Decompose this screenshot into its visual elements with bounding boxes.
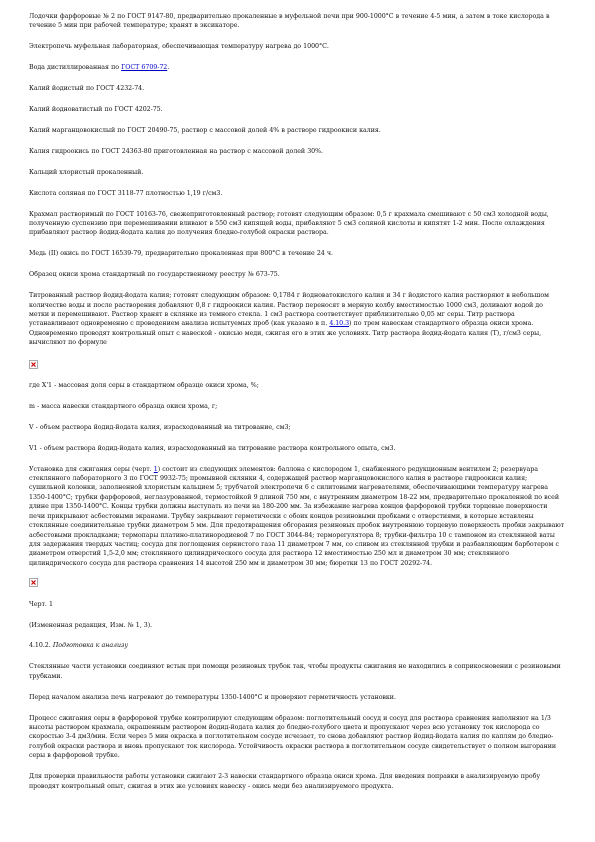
paragraph-where-v: V - объем раствора йодид-йодата калия, израсходованный на титрование, см3; xyxy=(29,423,291,431)
paragraph-distilled-water xyxy=(29,63,565,72)
drawing-1-link[interactable]: 1 xyxy=(153,465,158,473)
broken-image-icon xyxy=(29,360,38,369)
paragraph-potassium-permanganate: Калий марганцовокислый по ГОСТ 20490-75, раствор с массовой долей 4% в растворе гидроокиси калия. xyxy=(29,126,381,134)
document-page xyxy=(29,12,565,791)
paragraph-hydrochloric-acid: Кислота соляная по ГОСТ 3118-77 плотностью 1,19 г/см3. xyxy=(29,189,223,197)
paragraph-amendment-note: (Измененная редакция, Изм. № 1, 3). xyxy=(29,621,153,629)
figure-image-container xyxy=(29,578,565,588)
paragraph-copper-oxide: Медь (II) окись по ГОСТ 16539-79, предварительно прокаленная при 800°С в течение 24 ч. xyxy=(29,250,333,258)
text-segment: ) по трем навескам стандартного образца окиси хрома. Одновременно проводят контрольный опыт с навеской - окисью меди, сжигая его в этих же условиях. Титр раствора йодид-йодата калия (Т), г/см3 серы, вычисляют по формуле xyxy=(29,320,542,347)
red-x-glyph xyxy=(31,580,36,585)
text-segment: . xyxy=(167,64,170,72)
formula-image-container xyxy=(29,360,565,370)
paragraph-potassium-iodate: Калий йодноватистый по ГОСТ 4202-75. xyxy=(29,106,163,114)
text-segment: Вода дистиллированная по xyxy=(29,64,122,72)
paragraph-chromium-oxide-standard: Образец окиси хрома стандартный по государственному реестру № 673-75. xyxy=(29,271,280,279)
paragraph-combustion-control: Процесс сжигания серы в фарфоровой трубке контролируют следующим образом: поглотительный сосуд и сосуд для раствора сравнения наполняют на 1/3 высоты раствором крахмала, окрашенным раствором йодид-йодата калия до бледно-голубого цвета и пропускают через всю установку ток кислорода со скоростью 3-4 дм3/мин. Если через 5 мин окраска в поглотительном сосуде исчезает, то снова добавляют раствор йодид-йодата калия по каплям до бледно-голубой окраски раствора и вновь пропускают ток кислорода. Устойчивость окраски раствора в поглотительном сосуде свидетельствует о полном выгорании серы в фарфоровой трубке. xyxy=(29,714,557,760)
paragraph-starch: Крахмал растворимый по ГОСТ 10163-76, свежеприготовленный раствор; готовят следующим образом: 0,5 г крахмала смешивают с 50 см3 холодной воды, полученную суспензию при перемешивании вливают в 550 см3 кипящей воды, прибавляют 5 см3 соляной кислоты и кипятят 1-2 мин. После охлаждения прибавляют раствор йодид-йодата калия до получения бледно-голубой окраски раствора. xyxy=(29,210,549,237)
paragraph-furnace-heating: Перед началом анализа печь нагревают до температуры 1350-1400°С и проверяют герметичность установки. xyxy=(29,693,396,701)
paragraph-where-v1: V1 - объем раствора йодид-йодата калия, израсходованный на титрование раствора контрольного опыта, см3. xyxy=(29,444,396,452)
figure-caption: Черт. 1 xyxy=(29,600,53,608)
paragraph-titrated-solution xyxy=(29,291,565,347)
paragraph-calcium-chloride: Кальций хлористый прокаленный. xyxy=(29,168,144,176)
gost-6709-link[interactable]: ГОСТ 6709-72 xyxy=(121,64,168,72)
paragraph-verification: Для проверки правильности работы установки сжигают 2-3 навески стандартного образца окиси хрома. Для введения поправки в анализируемую пробу проводят контрольный опыт, сжигая в этих же условиях навеску - окись меди без анализируемого продукта. xyxy=(29,773,541,790)
paragraph-potassium-iodide: Калий йодистый по ГОСТ 4232-74. xyxy=(29,85,145,93)
red-x-glyph xyxy=(31,362,36,367)
section-number: 4.10.2. xyxy=(29,642,53,650)
section-heading-preparation xyxy=(29,641,565,650)
text-segment: Установка для сжигания серы (черт. xyxy=(29,465,154,473)
paragraph-potassium-hydroxide: Калия гидроокись по ГОСТ 24363-80 приготовленная на раствор с массовой долей 30%. xyxy=(29,147,323,155)
text-segment: ) состоит из следующих элементов: баллона с кислородом 1, снабженного редукционным вентилем 2; резервуара стеклянного лабораторного 3 по ГОСТ 9932-75; промывной склянки 4, содержащей раствор марганцовокислого калия в растворе гидроокиси калия; сушильной колонки, заполненной хлористым кальцием 5; трубчатой электропечи 6 с силитовыми нагревателями, обеспечивающими температуру нагрева 1350-1400°С; трубки фарфоровой, неглазурованной, термостойкой 9 длиной 750 мм, с внутренним диаметром 18-22 мм, предварительно прокаленной по всей длине при 1350-1400°С. Концы трубки должны выступать из печи на 180-200 мм. За избежание нагрева концов фарфоровой трубки торцевые поверхности печи прикрывают асбестовыми экранами. Трубку закрывают герметически с обоих концов резиновыми пробками с отверстиями, в которые вставлены стеклянные соединительные трубки диаметром 5 мм. Для предотвращения обгорания резиновых пробок внутреннюю торцевую поверхность пробки закрывают асбестовыми прокладками; термопары платино-платинородиевой 7 по ГОСТ 3044-84; терморегулятора 8; трубки-фильтра 10 с тампоном из стеклянной ваты для задержания твердых частиц; сосуда для поглощения сернистого газа 11 диаметром 7 мм, со сливом из стеклянной трубки и разбавляющим барботером с диаметром отверстий 1,5-2,0 мм; стеклянного цилиндрического сосуда для раствора 12 вместимостью 250 мл и диаметром 30 мм; стеклянного цилиндрического сосуда для раствора сравнения 14 высотой 250 мм и диаметром 30 мм; бюретки 13 по ГОСТ 20292-74. xyxy=(29,465,565,567)
paragraph-where-m: m - масса навески стандартного образца окиси хрома, г; xyxy=(29,402,218,410)
broken-image-icon xyxy=(29,578,38,587)
text-segment: Титрованный раствор йодид-йодата калия; готовят следующим образом: 0,1784 г йодноватокислого калия и 34 г йодистого калия растворяют в небольшом количестве воды и после растворения добавляют 0,8 г гидроокиси калия. Раствор переносят в мерную колбу вместимостью 1000 см3, доливают водой до метки и перемешивают. Раствор хранят в склянке из темного стекла. 1 см3 раствора соответствует приблизительно 0,05 мг серы. Титр раствора устанавливают одновременно с проведением анализа испытуемых проб (как указано в п. xyxy=(29,292,549,328)
paragraph-glass-joints: Стеклянные части установки соединяют встык при помощи резиновых трубок так, чтобы продукты сжигания не находились в соприкосновении с резиновыми трубками. xyxy=(29,663,561,680)
paragraph-where-x1: где Х'1 - массовая доля серы в стандартном образце окиси хрома, %; xyxy=(29,382,259,390)
paragraph-porcelain-boats: Лодочки фарфоровые № 2 по ГОСТ 9147-80, предварительно прокаленные в муфельной печи при 900-1000°С в течение 4-5 мин, а затем в токе кислорода в течение 5 мин при рабочей температуре; хранят в эксикаторе. xyxy=(29,13,550,30)
paragraph-muffle-furnace: Электропечь муфельная лабораторная, обеспечивающая температуру нагрева до 1000°С. xyxy=(29,43,329,51)
section-title: Подготовка к анализу xyxy=(52,642,129,650)
section-4-10-3-link[interactable]: 4.10.3 xyxy=(329,320,350,328)
paragraph-apparatus-description xyxy=(29,465,565,568)
